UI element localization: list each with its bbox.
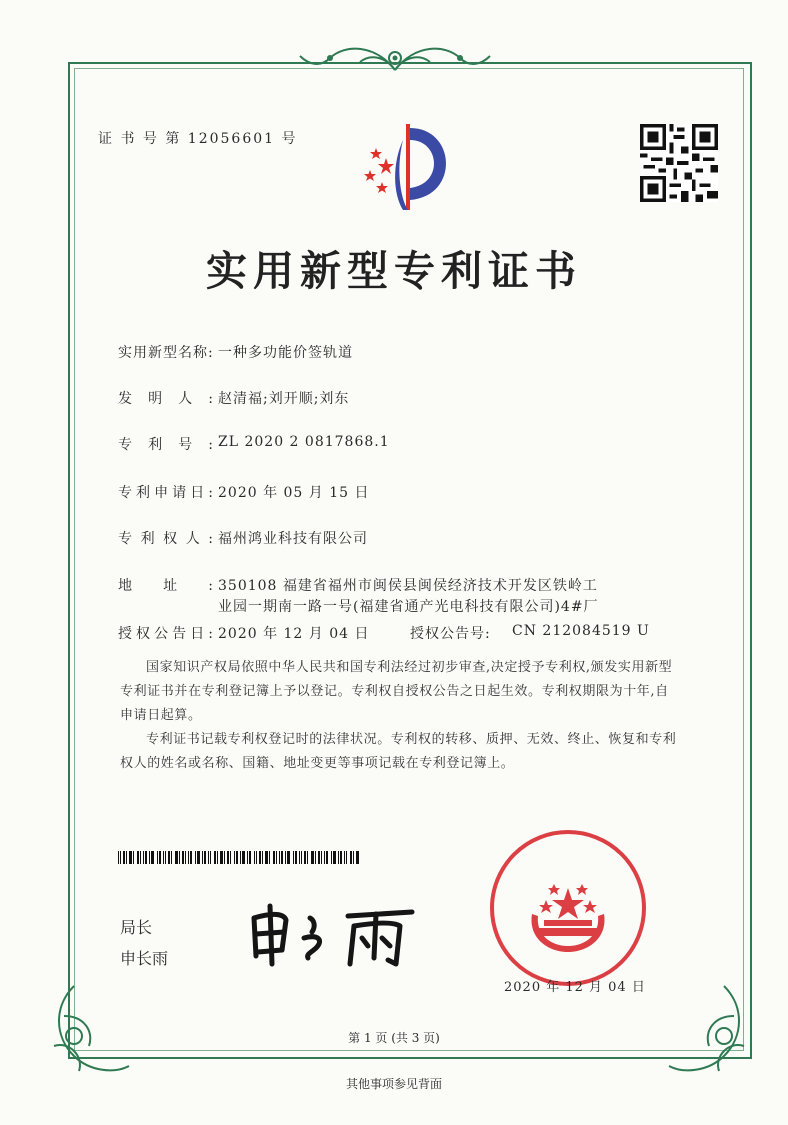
field-grant-announcement [0, 623, 788, 643]
qr-code [640, 124, 718, 202]
body-paragraph-2: 专利证书记载专利权登记时的法律状况。专利权的转移、质押、无效、终止、恢复和专利权人的姓名或名称、国籍、地址变更等事项记载在专利登记簿上。 [120, 732, 677, 771]
official-seal [488, 828, 648, 988]
patentee-value: 福州鸿业科技有限公司 [218, 531, 368, 547]
utility-model-name-label: 实用新型名称: [118, 345, 214, 361]
certificate-number: 证 书 号 第 12056601 号 [98, 131, 298, 147]
seal-date: 2020 年 12 月 04 日 [504, 980, 646, 995]
handwritten-signature [244, 898, 419, 968]
field-utility-model-name [0, 342, 788, 362]
certificate-title: 实用新型专利证书 [206, 247, 582, 295]
signatory-title: 局长 [120, 918, 153, 937]
footer-note: 其他事项参见背面 [345, 1077, 442, 1091]
patent-office-logo [348, 118, 468, 218]
address-label: 地址: [118, 578, 214, 594]
field-patent-number [0, 434, 788, 454]
field-address [0, 575, 788, 619]
patent-number-value: ZL 2020 2 0817868.1 [218, 434, 390, 450]
grant-date-label: 授权公告日: [118, 626, 214, 642]
barcode [118, 851, 362, 864]
grant-number-label: 授权公告号: [410, 626, 491, 642]
inventor-value: 赵清福;刘开顺;刘东 [218, 391, 350, 407]
grant-date-value: 2020 年 12 月 04 日 [218, 626, 370, 642]
patentee-label: 专利权人: [118, 531, 214, 547]
address-line-1: 350108 福建省福州市闽侯县闽侯经济技术开发区铁岭工 [218, 578, 598, 594]
utility-model-name-value: 一种多功能价签轨道 [218, 345, 353, 361]
application-date-label: 专利申请日: [118, 485, 214, 501]
patent-number-label: 专利号: [118, 437, 214, 453]
inventor-label: 发明人: [118, 391, 214, 407]
grant-number-value: CN 212084519 U [512, 623, 650, 639]
top-ornament [290, 40, 500, 84]
signatory-name: 申长雨 [120, 949, 169, 968]
application-date-value: 2020 年 05 月 15 日 [218, 485, 370, 501]
address-line-2: 业园一期南一路一号(福建省通产光电科技有限公司)4#厂 [218, 599, 599, 615]
field-inventor [0, 388, 788, 408]
certificate-body [120, 656, 680, 776]
body-paragraph-1: 国家知识产权局依照中华人民共和国专利法经过初步审查,决定授予专利权,颁发实用新型专利证书并在专利登记簿上予以登记。专利权自授权公告之日起生效。专利权期限为十年,自申请日起算。 [120, 660, 673, 723]
page-indicator: 第 1 页 (共 3 页) [348, 1031, 440, 1045]
field-application-date [0, 482, 788, 502]
field-patentee [0, 528, 788, 548]
